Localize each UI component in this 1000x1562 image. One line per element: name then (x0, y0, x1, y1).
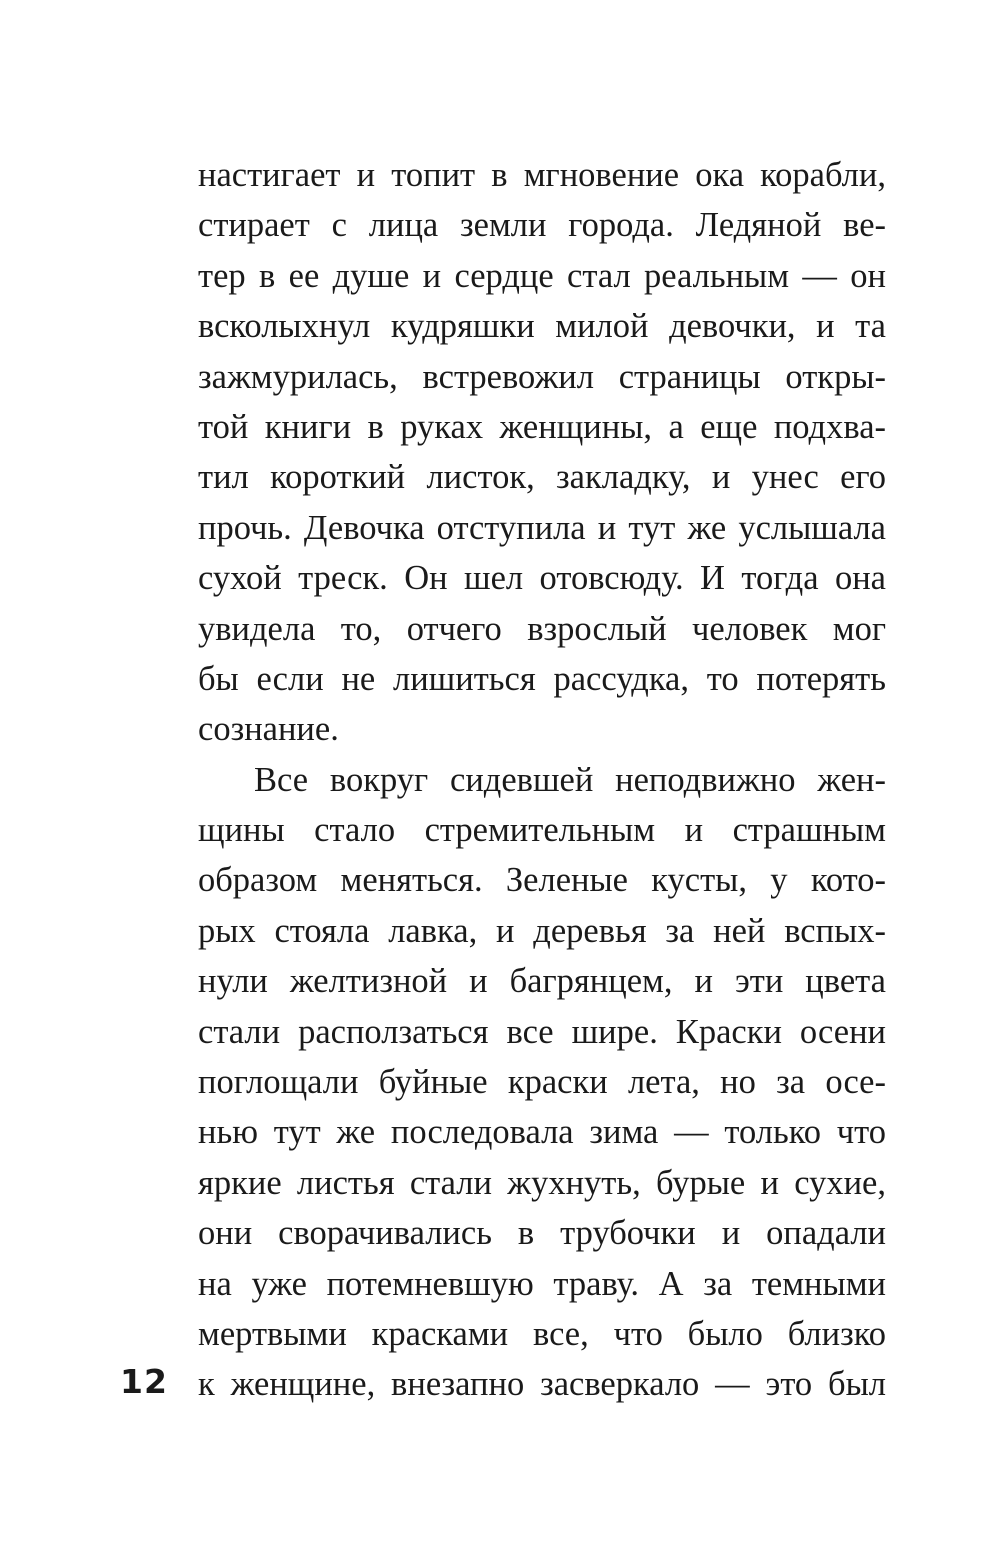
text-line: той книги в руках женщины, а еще подхва- (198, 407, 886, 446)
text-line: на уже потемневшую траву. А за темными (198, 1264, 886, 1303)
text-line: рых стояла лавка, и деревья за ней вспых- (198, 911, 886, 950)
text-line: образом меняться. Зеленые кусты, у кото- (198, 861, 886, 900)
text-line: поглощали буйные краски лета, но за осе- (198, 1063, 886, 1102)
page-number: 12 (120, 1362, 168, 1401)
text-line: настигает и топит в мгновение ока корабли, (198, 156, 886, 194)
text-line: увидела то, отчего взрослый человек мог (198, 609, 886, 648)
text-line: всколыхнул кудряшки милой девочки, и та (198, 307, 886, 346)
text-line: Все вокруг сидевшей неподвижно жен- (254, 760, 886, 799)
text-line: сознание. (198, 710, 339, 749)
text-line: они сворачивались в трубочки и опадали (198, 1214, 886, 1253)
text-line: щины стало стремительным и страшным (198, 811, 886, 850)
text-line: стирает с лица земли города. Ледяной ве- (198, 206, 886, 245)
text-line: бы если не лишиться рассудка, то потерять (198, 659, 886, 698)
page-body-text (198, 150, 886, 1410)
text-line: стали расползаться все шире. Краски осени (198, 1012, 886, 1051)
text-line: сухой треск. Он шел отовсюду. И тогда она (198, 559, 886, 598)
text-line: к женщине, внезапно засверкало — это был (198, 1365, 886, 1404)
text-line: тил короткий листок, закладку, и унес его (198, 458, 886, 497)
text-line: яркие листья стали жухнуть, бурые и сухие, (198, 1163, 886, 1202)
text-line: тер в ее душе и сердце стал реальным — он (198, 256, 886, 295)
text-line: нью тут же последовала зима — только что (198, 1113, 886, 1152)
text-line: нули желтизной и багрянцем, и эти цвета (198, 962, 886, 1001)
text-line: прочь. Девочка отступила и тут же услышала (198, 508, 886, 547)
text-line: зажмурилась, встревожил страницы откры- (198, 357, 886, 396)
text-line: мертвыми красками все, что было близко (198, 1314, 886, 1353)
